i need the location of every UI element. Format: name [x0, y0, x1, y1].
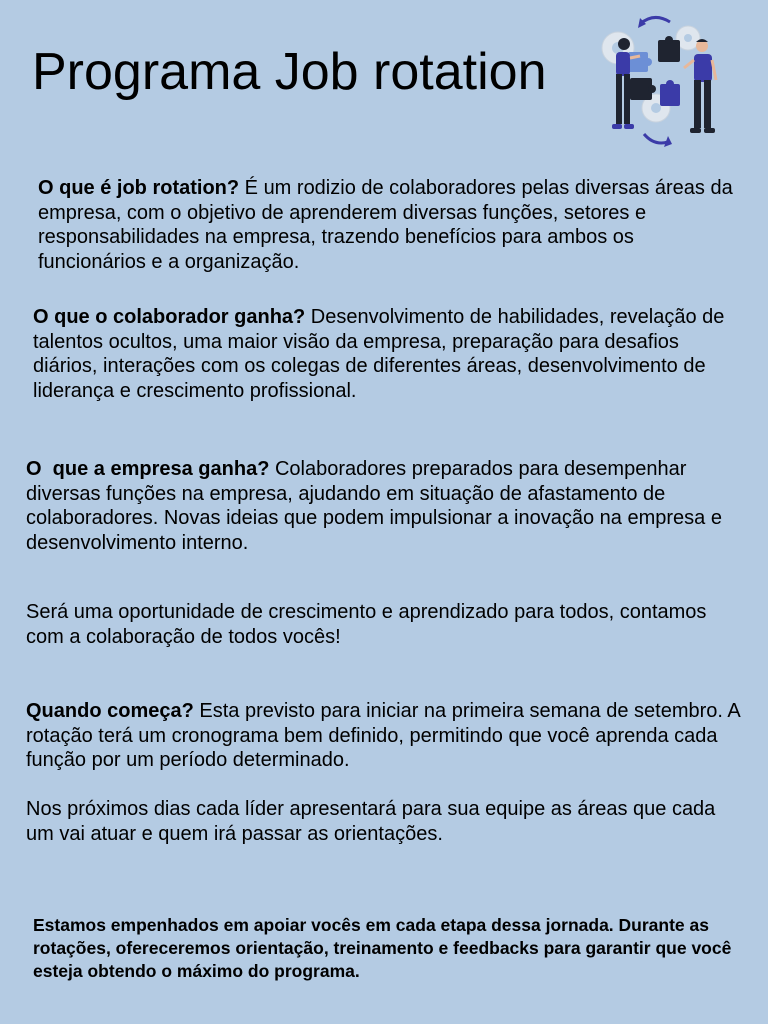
- what-is-paragraph: [38, 176, 738, 274]
- employee-gains-paragraph: [33, 305, 733, 403]
- opportunity-paragraph: Será uma oportunidade de crescimento e aprendizado para todos, contamos com a colaboração de todos vocês!: [26, 601, 707, 648]
- commitment-paragraph: Estamos empenhados em apoiar vocês em cada etapa dessa jornada. Durante as rotações, ofereceremos orientação, treinamento e feedbacks para garantir que você esteja obtendo o máximo do programa.: [33, 915, 732, 981]
- what-is-text: É um rodizio de colaboradores pelas diversas áreas da empresa, com o objetivo de aprenderem diversas funções, setores e responsabilidades na empresa, trazendo benefícios para ambos os funcionários e a organização.: [38, 177, 733, 273]
- teamwork-puzzle-gears-icon: [588, 8, 728, 154]
- when-heading: Quando começa?: [26, 700, 194, 722]
- employee-gains-text: Desenvolvimento de habilidades, revelação de talentos ocultos, uma maior visão da empresa, preparação para desafios diários, interações com os colegas de diferentes áreas, desenvolvimento de liderança e crescimento profissional.: [33, 306, 725, 402]
- when-paragraph: [26, 699, 746, 773]
- what-is-heading: O que é job rotation?: [38, 177, 240, 199]
- when-text: Esta previsto para iniciar na primeira semana de setembro. A rotação terá um cronograma bem definido, permitindo que você aprenda cada função por um período determinado.: [26, 700, 740, 771]
- company-gains-text: Colaboradores preparados para desempenhar diversas funções na empresa, ajudando em situação de afastamento de colaboradores. Novas ideias que podem impulsionar a inovação na empresa e desenvolvimento interno.: [26, 458, 722, 554]
- page-title: Programa Job rotation: [32, 43, 547, 101]
- next-days-paragraph: Nos próximos dias cada líder apresentará para sua equipe as áreas que cada um vai atuar e quem irá passar as orientações.: [26, 798, 716, 845]
- employee-gains-heading: O que o colaborador ganha?: [33, 306, 306, 328]
- company-gains-heading: O que a empresa ganha?: [26, 458, 270, 480]
- company-gains-paragraph: [26, 457, 746, 555]
